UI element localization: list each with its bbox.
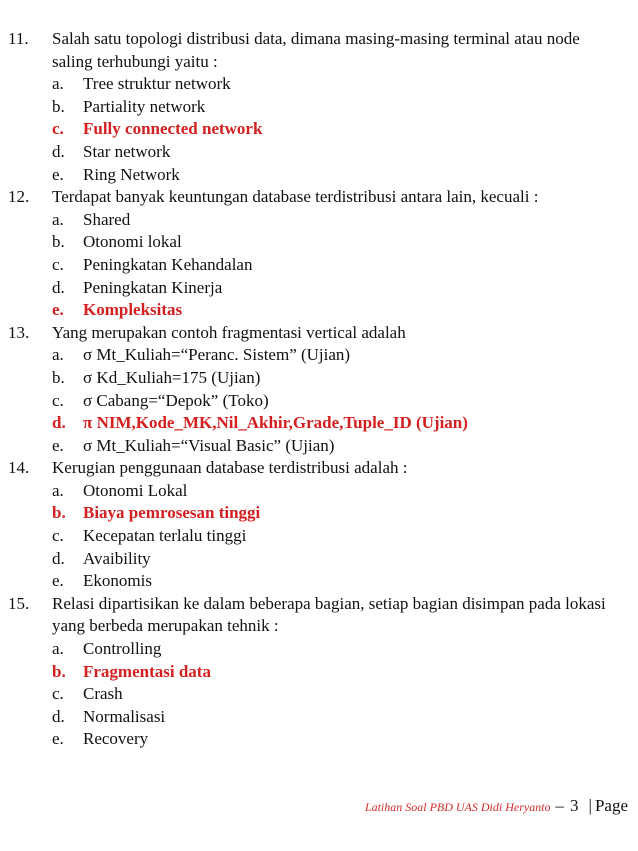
option-text: Shared [83,209,131,229]
option-e [8,570,628,593]
option-text: Otonomi lokal [83,232,182,252]
option-e [8,728,628,751]
option-text: Peningkatan Kinerja [83,277,223,297]
option-text: σ Mt_Kuliah=“Visual Basic” (Ujian) [83,435,335,455]
option-c [8,683,628,706]
footer-separator: – [555,796,565,815]
option-d [8,141,628,164]
question-number: 13. [8,322,30,342]
question-number: 11. [8,29,29,48]
option-letter: e. [52,164,64,184]
option-b-correct-answer [8,661,628,684]
option-letter: e. [52,435,64,455]
option-list [8,344,628,457]
option-letter: d. [52,706,65,726]
question-13 [8,322,628,458]
option-text: Star network [83,141,171,161]
option-letter: b. [52,661,66,681]
option-a [8,638,628,661]
option-letter: a. [52,639,64,659]
option-letter: a. [52,480,64,500]
option-e [8,164,628,187]
option-d-correct-answer [8,412,628,435]
option-letter: c. [52,684,64,704]
question-text: Yang merupakan contoh fragmentasi vertical adalah [52,322,406,342]
question-text: Relasi dipartisikan ke dalam beberapa bagian, setiap bagian disimpan pada lokasi yang berbeda merupakan tehnik : [52,593,606,636]
option-text: Avaibility [83,548,151,568]
question-text: Salah satu topologi distribusi data, dimana masing-masing terminal atau node saling terhubungi yaitu : [52,29,580,71]
option-b [8,231,628,254]
question-number: 14. [8,458,30,478]
option-letter: c. [52,254,64,274]
option-letter: c. [52,119,64,139]
option-letter: c. [52,390,64,410]
option-a [8,73,628,96]
option-a [8,209,628,232]
option-list [8,73,628,186]
option-letter: b. [52,232,65,252]
page-footer [365,796,628,816]
option-b [8,96,628,119]
question-number: 15. [8,593,30,613]
question-row [8,28,628,73]
option-letter: e. [52,729,64,749]
option-d [8,706,628,729]
option-text: Ekonomis [83,571,152,591]
option-text: Fragmentasi data [83,661,211,681]
option-text: Recovery [83,729,149,749]
question-12 [8,186,628,322]
option-c [8,525,628,548]
question-row [8,322,628,345]
page-label: Page [594,796,628,815]
option-b-correct-answer [8,502,628,525]
option-letter: b. [52,96,65,116]
option-c [8,254,628,277]
question-text: Terdapat banyak keuntungan database terdistribusi antara lain, kecuali : [52,187,539,207]
option-c-correct-answer [8,118,628,141]
option-letter: b. [52,367,65,387]
option-letter: d. [52,548,65,568]
option-text: Crash [83,684,123,704]
option-letter: e. [52,571,64,591]
option-c [8,390,628,413]
option-e [8,435,628,458]
option-a [8,480,628,503]
option-letter: a. [52,74,64,94]
option-list [8,638,628,751]
option-e-correct-answer [8,299,628,322]
option-text: Partiality network [83,96,206,116]
option-text: Peningkatan Kehandalan [83,254,253,274]
option-text: Controlling [83,639,162,659]
option-text: Otonomi Lokal [83,480,188,500]
option-b [8,367,628,390]
question-row [8,186,628,209]
option-text: Kecepatan terlalu tinggi [83,526,247,546]
question-row [8,593,628,638]
option-letter: b. [52,503,66,523]
page-number: 3 [570,796,579,815]
option-text: σ Cabang=“Depok” (Toko) [83,390,269,410]
option-text: Normalisasi [83,706,166,726]
option-text: Fully connected network [83,119,263,139]
option-letter: a. [52,209,64,229]
option-d [8,548,628,571]
question-11 [8,28,628,186]
option-text: Kompleksitas [83,300,183,320]
option-a [8,344,628,367]
option-letter: d. [52,141,65,161]
question-14 [8,457,628,593]
option-letter: e. [52,300,64,320]
question-text: Kerugian penggunaan database terdistribusi adalah : [52,458,408,478]
option-letter: d. [52,277,65,297]
option-text: σ Mt_Kuliah=“Peranc. Sistem” (Ujian) [83,345,351,365]
option-text: π NIM,Kode_MK,Nil_Akhir,Grade,Tuple_ID (Ujian) [83,413,468,433]
option-d [8,277,628,300]
option-text: Biaya pemrosesan tinggi [83,503,261,523]
option-text: σ Kd_Kuliah=175 (Ujian) [83,367,261,387]
question-row [8,457,628,480]
option-text: Tree struktur network [83,74,231,94]
question-15 [8,593,628,751]
footer-bar: | [588,796,592,815]
question-list [8,28,628,751]
option-letter: d. [52,413,66,433]
option-list [8,480,628,593]
option-text: Ring Network [83,164,180,184]
option-letter: c. [52,526,64,546]
question-number: 12. [8,187,30,207]
option-letter: a. [52,345,64,365]
footer-title: Latihan Soal PBD UAS Didi Heryanto [364,800,551,814]
option-list [8,209,628,322]
